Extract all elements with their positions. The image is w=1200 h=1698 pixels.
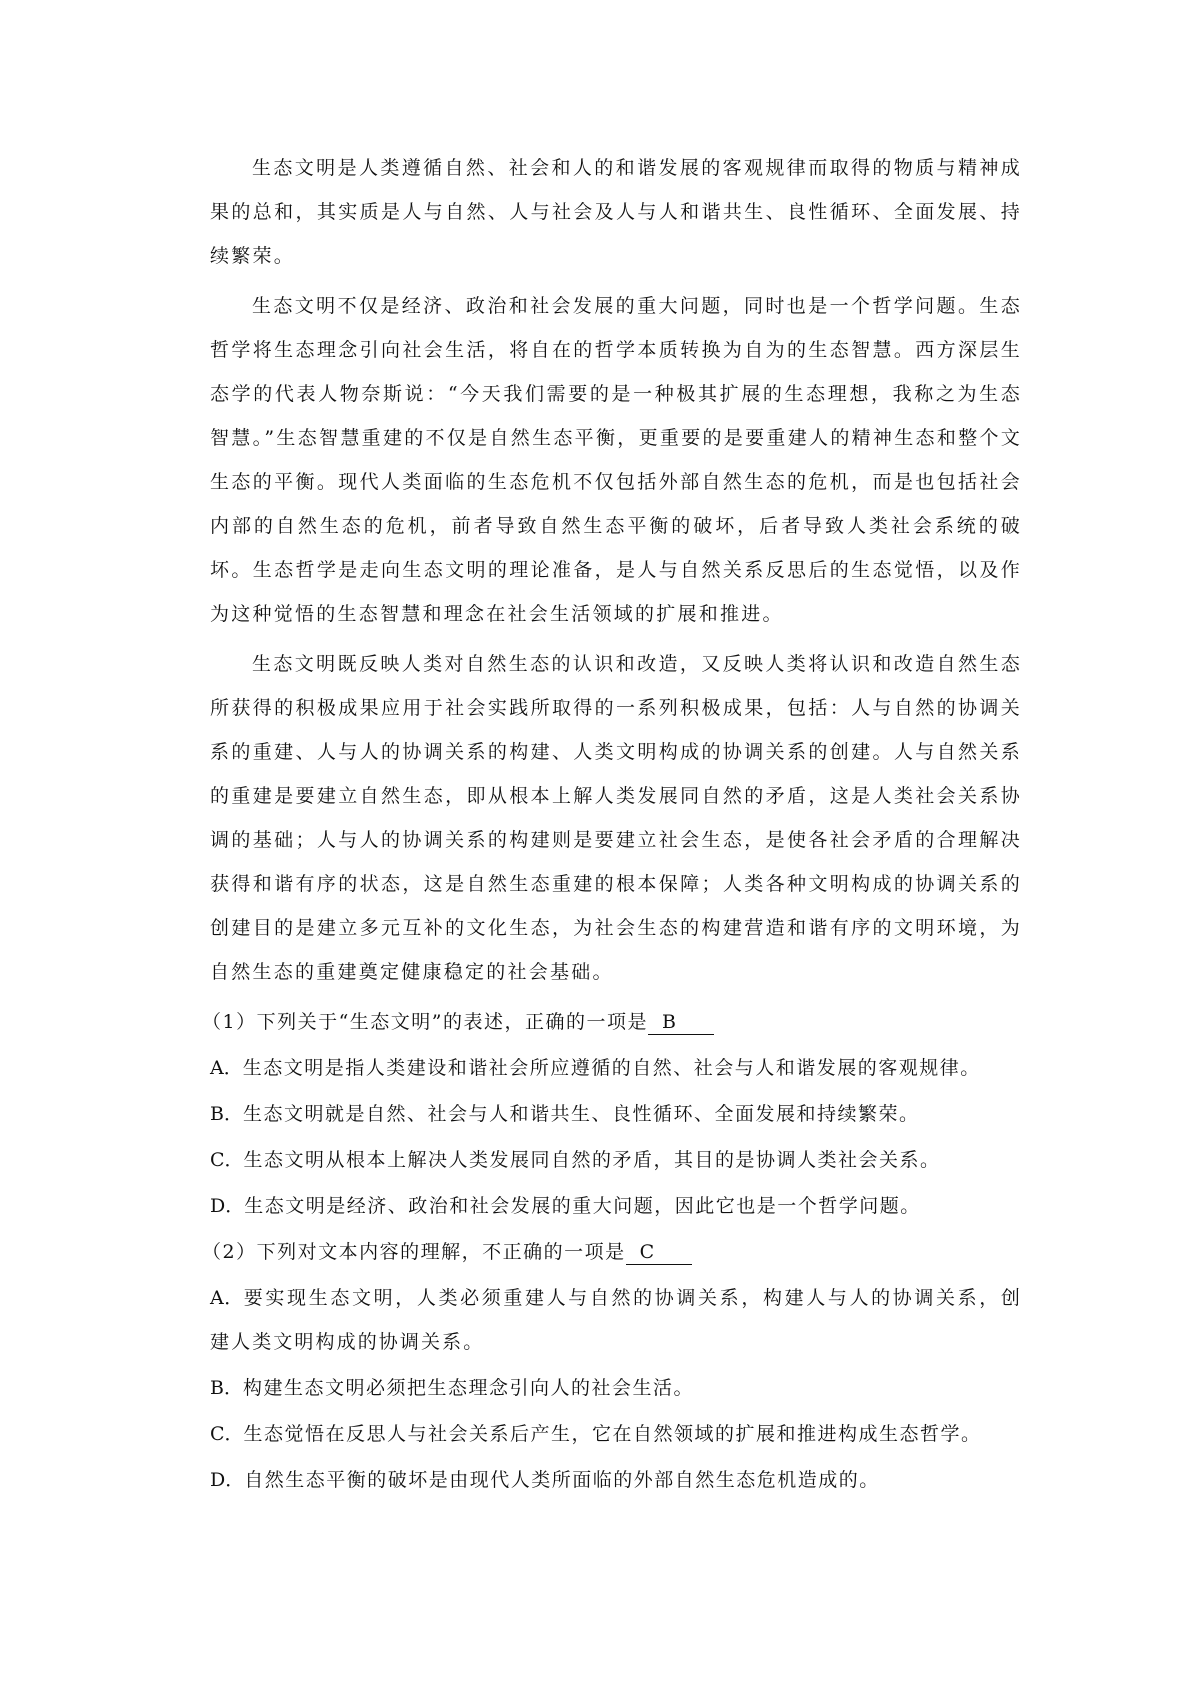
question-1-stem: （1）下列关于“生态文明”的表述，正确的一项是 — [202, 1011, 649, 1033]
option-letter: C． — [210, 1149, 244, 1171]
question-1-stem-line — [202, 1000, 1022, 1044]
option-text: 生态文明是指人类建设和谐社会所应遵循的自然、社会与人和谐发展的客观规律。 — [242, 1057, 981, 1079]
option-letter: D． — [210, 1195, 245, 1217]
question-2-option-a — [210, 1276, 1022, 1364]
option-text: 生态文明就是自然、社会与人和谐共生、良性循环、全面发展和持续繁荣。 — [242, 1103, 920, 1125]
option-letter: A． — [210, 1057, 243, 1079]
option-letter: B． — [210, 1103, 243, 1125]
option-text: 生态文明从根本上解决人类发展同自然的矛盾，其目的是协调人类社会关系。 — [243, 1149, 941, 1171]
option-text: 构建生态文明必须把生态理念引向人的社会生活。 — [242, 1377, 694, 1399]
option-letter: B． — [210, 1377, 243, 1399]
question-2-stem: （2）下列对文本内容的理解，不正确的一项是 — [202, 1241, 626, 1263]
passage-paragraph-1: 生态文明是人类遵循自然、社会和人的和谐发展的客观规律而取得的物质与精神成果的总和，其实质是人与自然、人与社会及人与人和谐共生、良性循环、全面发展、持续繁荣。 — [210, 157, 1022, 267]
question-2-option-d — [210, 1458, 1022, 1502]
question-2-option-b — [210, 1366, 1022, 1410]
question-2-stem-line — [202, 1230, 1022, 1274]
option-letter: D． — [210, 1469, 245, 1491]
question-1-option-c — [210, 1138, 1022, 1182]
option-text: 生态文明是经济、政治和社会发展的重大问题，因此它也是一个哲学问题。 — [244, 1195, 921, 1217]
question-1-option-a — [210, 1046, 1022, 1090]
passage-paragraph-2: 生态文明不仅是经济、政治和社会发展的重大问题，同时也是一个哲学问题。生态哲学将生态理念引向社会生活，将自在的哲学本质转换为自为的生态智慧。西方深层生态学的代表人物奈斯说：“今天我们需要的是一种极其扩展的生态理想，我称之为生态智慧。”生态智慧重建的不仅是自然生态平衡，更重要的是要重建人的精神生态和整个文生态的平衡。现代人类面临的生态危机不仅包括外部自然生态的危机，而是也包括社会内部的自然生态的危机，前者导致自然生态平衡的破坏，后者导致人类社会系统的破坏。生态哲学是走向生态文明的理论准备，是人与自然关系反思后的生态觉悟，以及作为这种觉悟的生态智慧和理念在社会生活领域的扩展和推进。 — [210, 295, 1022, 625]
question-1-option-d — [210, 1184, 1022, 1228]
question-1 — [202, 1000, 1022, 1228]
question-2 — [202, 1230, 1022, 1502]
option-letter: C． — [210, 1423, 244, 1445]
question-1-answer-blank: B — [648, 1010, 714, 1035]
option-letter: A． — [210, 1287, 244, 1309]
question-2-option-c — [210, 1412, 1022, 1456]
question-1-option-b — [210, 1092, 1022, 1136]
option-text: 要实现生态文明，人类必须重建人与自然的协调关系，构建人与人的协调关系，创建人类文明构成的协调关系。 — [210, 1287, 1022, 1353]
option-text: 生态觉悟在反思人与社会关系后产生，它在自然领域的扩展和推进构成生态哲学。 — [243, 1423, 982, 1445]
document-body — [202, 146, 1022, 1504]
option-text: 自然生态平衡的破坏是由现代人类所面临的外部自然生态危机造成的。 — [244, 1469, 880, 1491]
question-2-answer-blank: C — [626, 1240, 692, 1265]
passage-paragraph-3: 生态文明既反映人类对自然生态的认识和改造，又反映人类将认识和改造自然生态所获得的积极成果应用于社会实践所取得的一系列积极成果，包括：人与自然的协调关系的重建、人与人的协调关系的构建、人类文明构成的协调关系的创建。人与自然关系的重建是要建立自然生态，即从根本上解人类发展同自然的矛盾，这是人类社会关系协调的基础；人与人的协调关系的构建则是要建立社会生态，是使各社会矛盾的合理解决获得和谐有序的状态，这是自然生态重建的根本保障；人类各种文明构成的协调关系的创建目的是建立多元互补的文化生态，为社会生态的构建营造和谐有序的文明环境，为自然生态的重建奠定健康稳定的社会基础。 — [210, 653, 1022, 983]
